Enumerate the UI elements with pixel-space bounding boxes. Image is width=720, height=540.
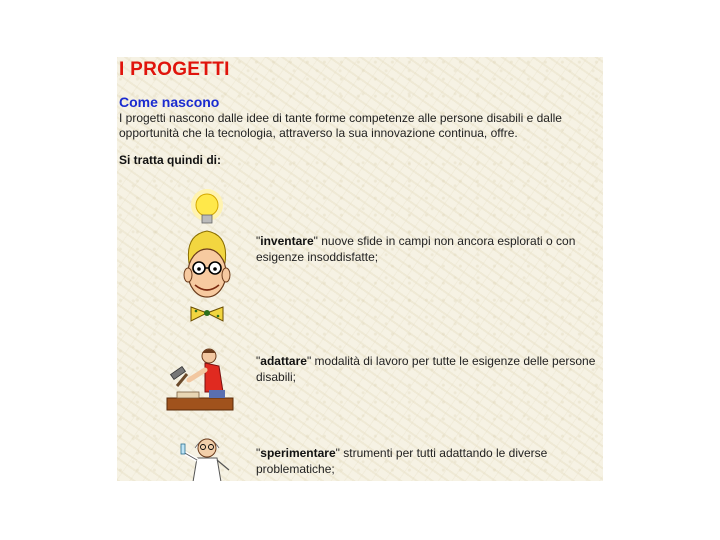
item-inventare [256,233,601,265]
section-subtitle: Come nascono [119,94,220,110]
lead-text: Si tratta quindi di: [119,153,221,167]
item-description: nuove sfide in campi non ancora esplorati o con esigenze insoddisfatte; [256,234,576,264]
item-term: adattare [260,354,307,368]
item-sperimentare [256,445,601,477]
item-description: modalità di lavoro per tutte le esigenze delle persone disabili; [256,354,596,384]
item-quote-close: " [306,354,312,368]
inventor-lightbulb-icon [177,185,237,327]
item-adattare [256,353,601,385]
item-quote-open: " [256,446,261,460]
item-quote-close: " [313,234,318,248]
item-term: sperimentare [260,446,336,460]
item-term: inventare [260,234,314,248]
item-quote-open: " [256,234,261,248]
intro-paragraph: I progetti nascono dalle idee di tante forme competenze alle persone disabili e dalle opportunità che la tecnologia, attraverso la sua innovazione continua, offre. [119,111,562,140]
item-quote-close: " [335,446,340,460]
scientist-icon [177,432,237,481]
item-quote-open: " [256,354,261,368]
carpenter-icon [165,346,237,412]
item-description: strumenti per tutti adattando le diverse problematiche; [256,446,548,476]
page-title: I PROGETTI [119,59,230,80]
slide-page [117,57,603,481]
